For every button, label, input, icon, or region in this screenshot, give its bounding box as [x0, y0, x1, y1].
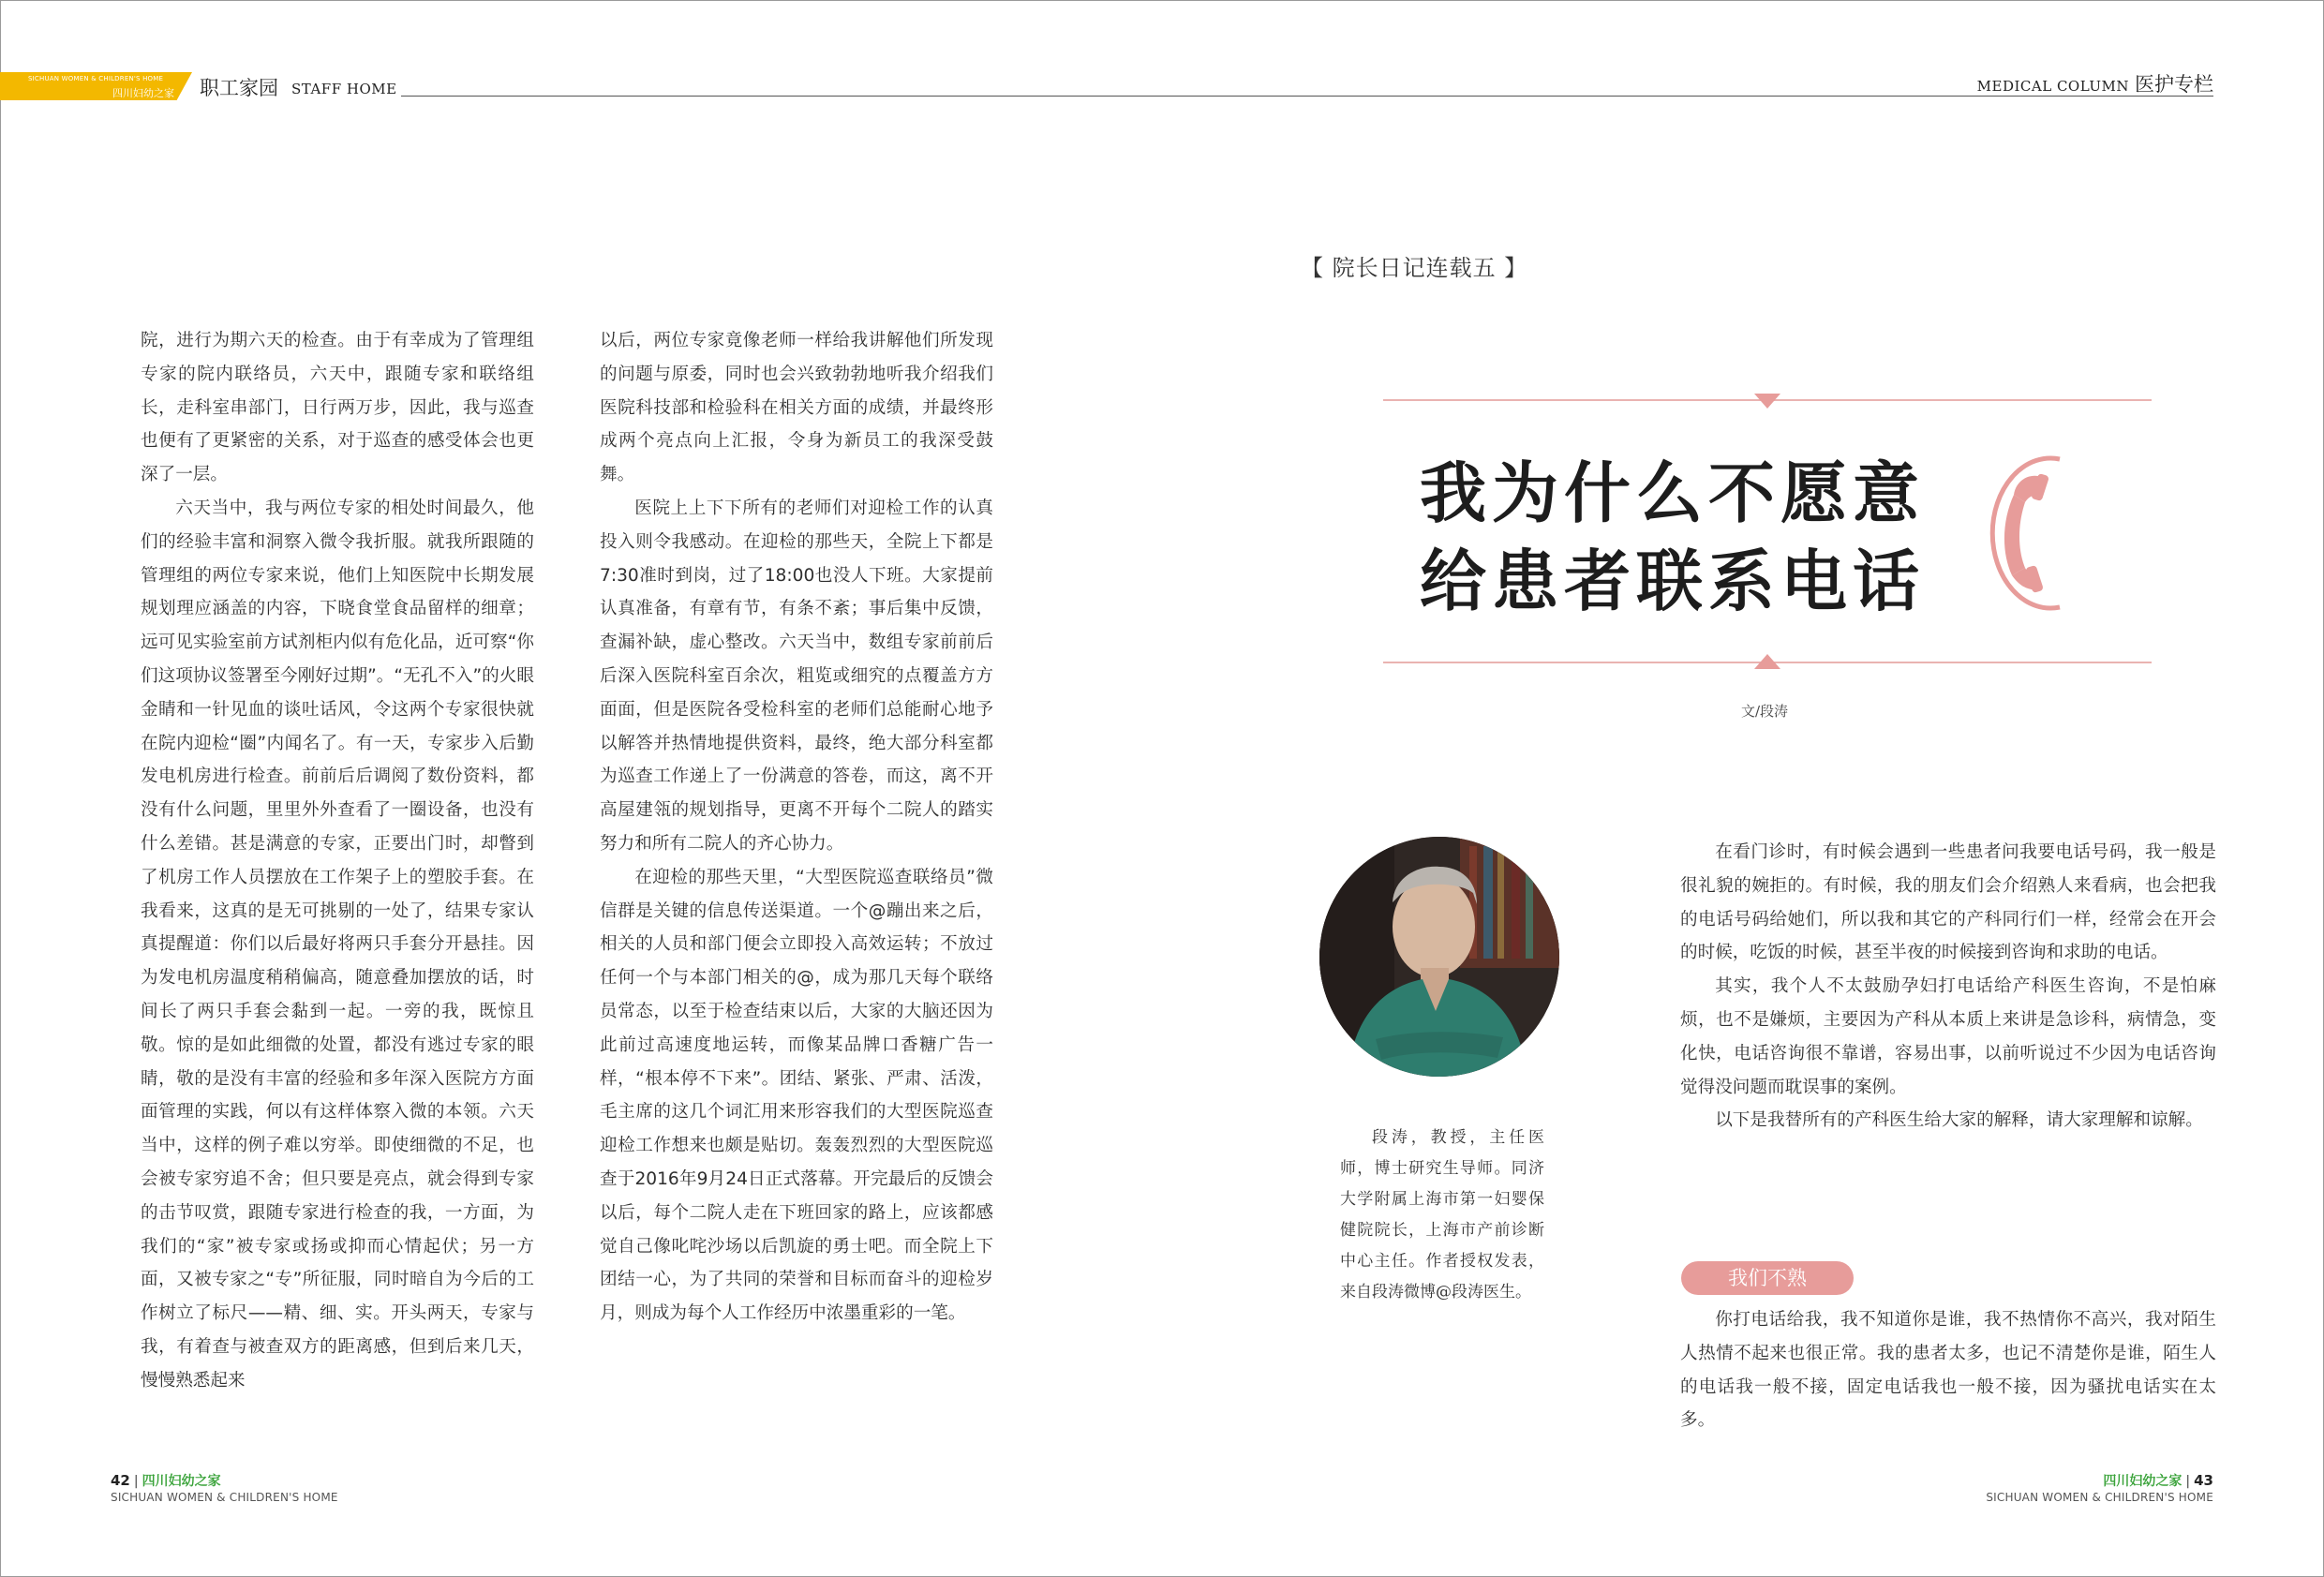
left-column-2: [600, 324, 993, 1331]
paragraph: 六天当中，我与两位专家的相处时间最久，他们的经验丰富和洞察入微令我折服。就我所跟随的管理组的两位专家来说，他们上知医院中长期发展规划理应涵盖的内容，下晓食堂食品留样的细章；远可见实验室前方试剂柜内似有危化品，近可察“你们这项协议签署至今刚好过期”。“无孔不入”的火眼金睛和一针见血的谈吐话风，令这两个专家很快就在院内迎检“圈”内闻名了。有一天，专家步入后勤发电机房进行检查。前前后后调阅了数份资料，都没有什么问题，里里外外查看了一圈设备，也没有什么差错。甚是满意的专家，正要出门时，却瞥到了机房工作人员摆放在工作架子上的塑胶手套。在我看来，这真的是无可挑剔的一处了，结果专家认真提醒道：你们以后最好将两只手套分开悬挂。因为发电机房温度稍稍偏高，随意叠加摆放的话，时间长了两只手套会黏到一起。一旁的我，既惊且敬。惊的是如此细微的处置，都没有逃过专家的眼睛，敬的是没有丰富的经验和多年深入医院方方面面管理的实践，何以有这样体察入微的本领。六天当中，这样的例子难以穷举。即使细微的不足，也会被专家穷追不舍；但只要是亮点，就会得到专家的击节叹赏，跟随专家进行检查的我，一方面，为我们的“家”被专家或扬或抑而心情起伏；另一方面，又被专家之“专”所征服，同时暗自为今后的工作树立了标尺——精、细、实。开头两天，专家与我，有着查与被查双方的距离感，但到后来几天，慢慢熟悉起来: [141, 498, 534, 1391]
footer-brand-cn: 四川妇幼之家: [2103, 1474, 2182, 1489]
article-title-line-2: 给患者联系电话: [1420, 543, 1926, 620]
paragraph: 医院上上下下所有的老师们对迎检工作的认真投入则令我感动。在迎检的那些天，全院上下都是7:30准时到岗，过了18:00也没人下班。大家提前认真准备，有章有节，有条不紊；事后集中反馈，查漏补缺，虚心整改。六天当中，数组专家前前后后深入医院科室百余次，粗览或细究的点覆盖方方面面，但是医院各受检科室的老师们总能耐心地予以解答并热情地提供资料，最终，绝大部分科室都为巡查工作递上了一份满意的答卷，而这，离不开高屋建瓴的规划指导，更离不开每个二院人的踏实努力和所有二院人的齐心协力。: [600, 498, 993, 854]
phone-handset-icon: [1971, 454, 2093, 613]
paragraph: 在看门诊时，有时候会遇到一些患者问我要电话号码，我一般是很礼貌的婉拒的。有时候，我的朋友们会介绍熟人来看病，也会把我的电话号码给她们，所以我和其它的产科同行们一样，经常会在开会的时候，吃饭的时候，甚至半夜的时候接到咨询和求助的电话。: [1680, 842, 2216, 963]
section-subtitle-right: MEDICAL COLUMN: [1976, 78, 2129, 95]
series-label: 【 院长日记连载五 】: [1301, 255, 1528, 281]
footer-right: [1986, 1471, 2213, 1504]
section-title-left: 职工家园: [200, 77, 278, 99]
footer-separator: |: [2185, 1474, 2191, 1489]
paragraph: 其实，我个人不太鼓励孕妇打电话给产科医生咨询，不是怕麻烦，也不是嫌烦，主要因为产科从本质上来讲是急诊科，病情急，变化快，电话咨询很不靠谱，容易出事，以前听说过不少因为电话咨询觉得没问题而耽误事的案例。: [1680, 976, 2216, 1097]
triangle-up-icon: [1754, 654, 1780, 669]
page-number-right: 43: [2194, 1472, 2213, 1489]
right-column-section: [1680, 1303, 2216, 1437]
section-heading-pill: 我们不熟: [1681, 1261, 1854, 1295]
paragraph: 以下是我替所有的产科医生给大家的解释，请大家理解和谅解。: [1715, 1110, 2203, 1131]
paragraph: 院，进行为期六天的检查。由于有幸成为了管理组专家的院内联络员，六天中，跟随专家和联络组长，走科室串部门，日行两万步，因此，我与巡查也便有了更紧密的关系，对于巡查的感受体会也更深了一层。: [141, 331, 534, 485]
footer-brand-en: SICHUAN WOMEN & CHILDREN'S HOME: [111, 1491, 338, 1504]
article-title: [1420, 450, 1925, 626]
footer-separator: |: [133, 1474, 139, 1489]
footer-brand-en: SICHUAN WOMEN & CHILDREN'S HOME: [1986, 1491, 2213, 1504]
header-rule: [401, 96, 2213, 97]
author-caption-text: 段涛，教授，主任医师，博士研究生导师。同济大学附属上海市第一妇婴保健院院长，上海市产前诊断中心主任。作者授权发表，来自段涛微博@段涛医生。: [1340, 1128, 1544, 1302]
section-title-right-cn: 医护专栏: [2135, 73, 2213, 96]
section-subtitle-left: STAFF HOME: [291, 81, 397, 97]
article-title-line-1: 我为什么不愿意: [1420, 454, 1926, 532]
portrait-photo: [1319, 837, 1559, 1077]
paragraph: 在迎检的那些天里，“大型医院巡查联络员”微信群是关键的信息传送渠道。一个@蹦出来之后，相关的人员和部门便会立即投入高效运转；不放过任何一个与本部门相关的@，成为那几天每个联络员常态，以至于检查结束以后，大家的大脑还因为此前过高速度地运转，而像某品牌口香糖广告一样，“根本停不下来”。团结、紧张、严肃、活泼，毛主席的这几个词汇用来形容我们的大型医院巡查迎检工作想来也颇是贴切。轰轰烈烈的大型医院巡查于2016年9月24日正式落幕。开完最后的反馈会以后，每个二院人走在下班回家的路上，应该都感觉自己像叱咤沙场以后凯旋的勇士吧。而全院上下团结一心，为了共同的荣誉和目标而奋斗的迎检岁月，则成为每个人工作经历中浓墨重彩的一笔。: [600, 867, 993, 1324]
paragraph: 以后，两位专家竟像老师一样给我讲解他们所发现的问题与原委，同时也会兴致勃勃地听我介绍我们医院科技部和检验科在相关方面的成绩，并最终形成两个亮点向上汇报，令身为新员工的我深受鼓舞。: [600, 331, 993, 485]
right-column-intro: [1680, 836, 2216, 1138]
byline: 文/段涛: [1741, 703, 1789, 720]
author-caption: [1340, 1123, 1544, 1308]
triangle-down-icon: [1754, 394, 1780, 409]
paragraph: 你打电话给我，我不知道你是谁，我不热情你不高兴，我对陌生人热情不起来也很正常。我的患者太多，也记不清楚你是谁，陌生人的电话我一般不接，固定电话我也一般不接，因为骚扰电话实在太多。: [1680, 1310, 2216, 1431]
page-number-left: 42: [111, 1472, 130, 1489]
header-tab-cn: 四川妇幼之家: [112, 87, 174, 99]
section-title-right: [1977, 69, 2213, 97]
left-column-1: [141, 324, 534, 1398]
footer-left: [111, 1471, 338, 1504]
header-tab-en: SICHUAN WOMEN & CHILDREN'S HOME: [28, 75, 164, 82]
footer-brand-cn: 四川妇幼之家: [142, 1474, 221, 1489]
